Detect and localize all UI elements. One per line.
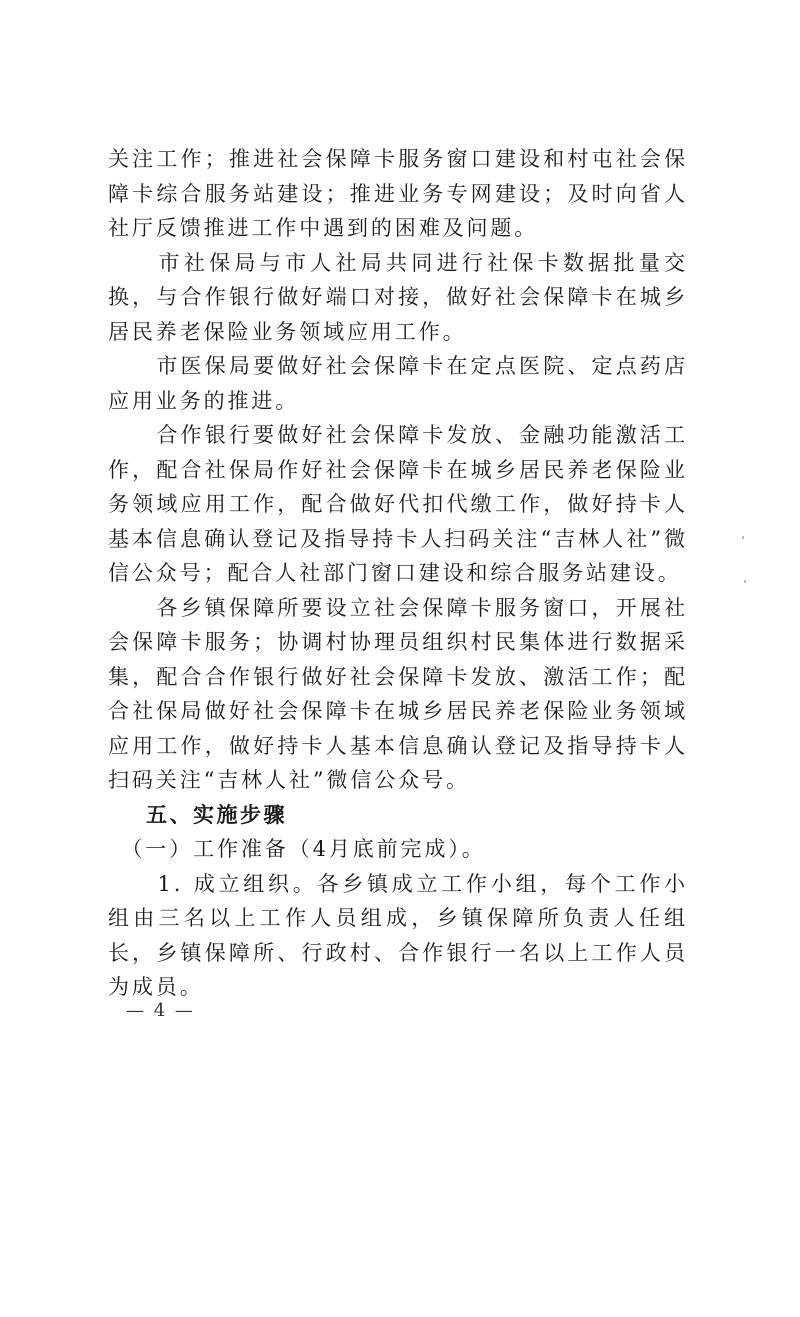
page-number: — 4 —: [126, 1000, 195, 1021]
paragraph-intro: 关注工作；推进社会保障卡服务窗口建设和村屯社会保障卡综合服务站建设；推进业务专网建设；及时向省人社厅反馈推进工作中遇到的困难及问题。: [108, 147, 688, 240]
paragraph-partner-banks: 合作银行要做好社会保障卡发放、金融功能激活工作，配合社保局作好社会保障卡在城乡居民养老保险业务领域应用工作，配合做好代扣代缴工作，做好持卡人基本信息确认登记及指导持卡人扫码关注“吉林人社”微信公众号；配合人社部门窗口建设和综合服务站建设。: [108, 423, 688, 585]
subsection-heading: （一）工作准备（4月底前完成）。: [108, 837, 486, 861]
paragraph-township-offices: 各乡镇保障所要设立社会保障卡服务窗口，开展社会保障卡服务；协调村协理员组织村民集体进行数据采集，配合合作银行做好社会保障卡发放、激活工作；配合社保局做好社会保障卡在城乡居民养老保险业务领域应用工作，做好持卡人基本信息确认登记及指导持卡人扫码关注“吉林人社”微信公众号。: [108, 595, 688, 792]
scan-speck: [744, 580, 746, 583]
paragraph-medical-insurance-bureau: 市医保局要做好社会保障卡在定点医院、定点药店应用业务的推进。: [108, 354, 688, 413]
section-heading: 五、实施步骤: [146, 802, 287, 827]
paragraph-social-security-bureau: 市社保局与市人社局共同进行社保卡数据批量交换，与合作银行做好端口对接，做好社会保障卡在城乡居民养老保险业务领域应用工作。: [108, 250, 688, 344]
scan-speck: [742, 536, 744, 539]
document-body: [108, 142, 688, 1005]
list-item-1: 1. 成立组织。各乡镇成立工作小组，每个工作小组由三名以上工作人员组成，乡镇保障所负责人任组长，乡镇保障所、行政村、合作银行一名以上工作人员为成员。: [108, 871, 688, 999]
